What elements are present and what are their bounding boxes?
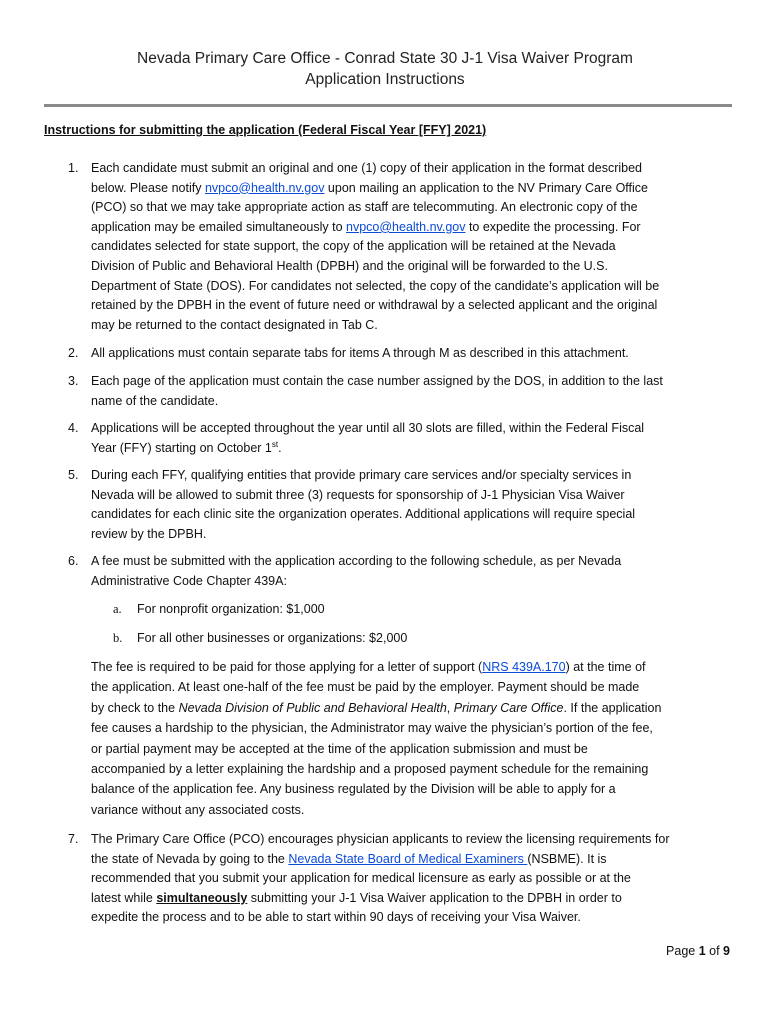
list-item-2 [68,344,732,364]
email-link[interactable]: nvpco@health.nv.gov [346,219,466,234]
list-number: 5. [68,468,79,482]
sub-list-letter: a. [113,602,122,616]
nsbme-link[interactable]: Nevada State Board of Medical Examiners [288,851,528,866]
text-line: Year (FFY) starting on October 1st. [91,439,282,455]
text-line: recommended that you submit your application for medical licensure as early as possible or at the [91,871,631,886]
text-line: All applications must contain separate tabs for items A through M as described in this attachment. [91,346,629,360]
fee-paragraph [91,657,731,820]
text-line: candidates for each clinic site the organization operates. Additional applications will require special [91,507,636,522]
text-line: (PCO) so that we may take appropriate action as staff are telecommuting. An electronic copy of the [91,200,638,215]
list-item-3 [68,372,732,411]
text-line: application may be emailed simultaneously to nvpco@health.nv.gov to expedite the processing. For [91,219,641,234]
list-number: 4. [68,421,79,435]
fee-text: For nonprofit organization: $1,000 [137,602,325,616]
fee-text: For all other businesses or organizations: $2,000 [137,631,408,645]
text-line: accompanied by a letter explaining the hardship and a proposed payment schedule for the remaining [91,762,649,777]
text-line: Department of State (DOS). For candidates not selected, the copy of the candidate’s application will be [91,278,660,293]
text-line: review by the DPBH. [91,526,207,541]
list-number: 3. [68,374,79,388]
section-title: Instructions for submitting the application (Federal Fiscal Year [FFY] 2021) [44,123,487,137]
document-header [0,48,770,90]
list-item-1 [68,159,732,335]
list-item-5 [68,466,732,544]
text-line: expedite the process and to be able to start within 90 days of receiving your Visa Waiver. [91,910,581,925]
header-subtitle: Application Instructions [305,71,465,88]
header-title: Nevada Primary Care Office - Conrad State 30 J-1 Visa Waiver Program [137,50,633,67]
text-line: the state of Nevada by going to the Nevada State Board of Medical Examiners (NSBME). It is [91,851,607,866]
text-line: latest while simultaneously submitting your J-1 Visa Waiver application to the DPBH in order to [91,890,622,905]
text-line: the application. At least one-half of the fee must be paid by the employer. Payment should be made [91,680,640,695]
text-line: The fee is required to be paid for those applying for a letter of support (NRS 439A.170) at the time of [91,660,646,674]
sub-list-letter: b. [113,631,123,645]
text-line: Each page of the application must contain the case number assigned by the DOS, in addition to the last [91,374,663,388]
text-line: may be returned to the contact designated in Tab C. [91,317,378,332]
text-line: balance of the application fee. Any business regulated by the Division will be able to apply for a [91,782,616,797]
fee-schedule-item-b [113,629,407,649]
page-number: Page 1 of 9 [666,944,730,958]
text-line: Administrative Code Chapter 439A: [91,573,287,588]
text-line: A fee must be submitted with the application according to the following schedule, as per Nevada [91,554,622,568]
ordinal-suffix: st [271,439,279,449]
list-item-6 [68,552,732,591]
text-line: name of the candidate. [91,393,219,408]
text-line: Division of Public and Behavioral Health (DPBH) and the original will be forwarded to the U.S. [91,258,608,273]
header-divider [44,104,732,107]
text-line: The Primary Care Office (PCO) encourages physician applicants to review the licensing requirements for [91,832,670,846]
list-number: 7. [68,832,79,846]
text-line: During each FFY, qualifying entities that provide primary care services and/or specialty services in [91,468,632,482]
fee-schedule-item-a [113,600,325,620]
text-line: Each candidate must submit an original and one (1) copy of their application in the format described [91,161,643,175]
list-number: 2. [68,346,79,360]
text-line: fee causes a hardship to the physician, the Administrator may waive the physician’s portion of the fee, [91,721,653,736]
text-line: variance without any associated costs. [91,802,305,817]
text-line: candidates selected for state support, the copy of the application will be retained at the Nevada [91,239,616,254]
text-line: Applications will be accepted throughout the year until all 30 slots are filled, within the Federal Fiscal [91,421,645,435]
email-link[interactable]: nvpco@health.nv.gov [204,180,325,195]
text-line: retained by the DPBH in the event of future need or withdrawal by a selected applicant and the original [91,298,658,313]
list-number: 6. [68,554,79,568]
text-line: or partial payment may be accepted at the time of the application submission and must be [91,741,588,756]
nrs-link[interactable]: NRS 439A.170 [482,660,566,674]
text-line: by check to the Nevada Division of Public and Behavioral Health, Primary Care Office. If the application [91,700,662,715]
text-line: below. Please notify nvpco@health.nv.gov upon mailing an application to the NV Primary Care Office [91,180,648,195]
list-number: 1. [68,161,79,175]
list-item-4 [68,419,732,458]
text-line: Nevada will be allowed to submit three (3) requests for sponsorship of J-1 Physician Visa Waiver [91,487,625,502]
list-item-7 [68,830,732,928]
